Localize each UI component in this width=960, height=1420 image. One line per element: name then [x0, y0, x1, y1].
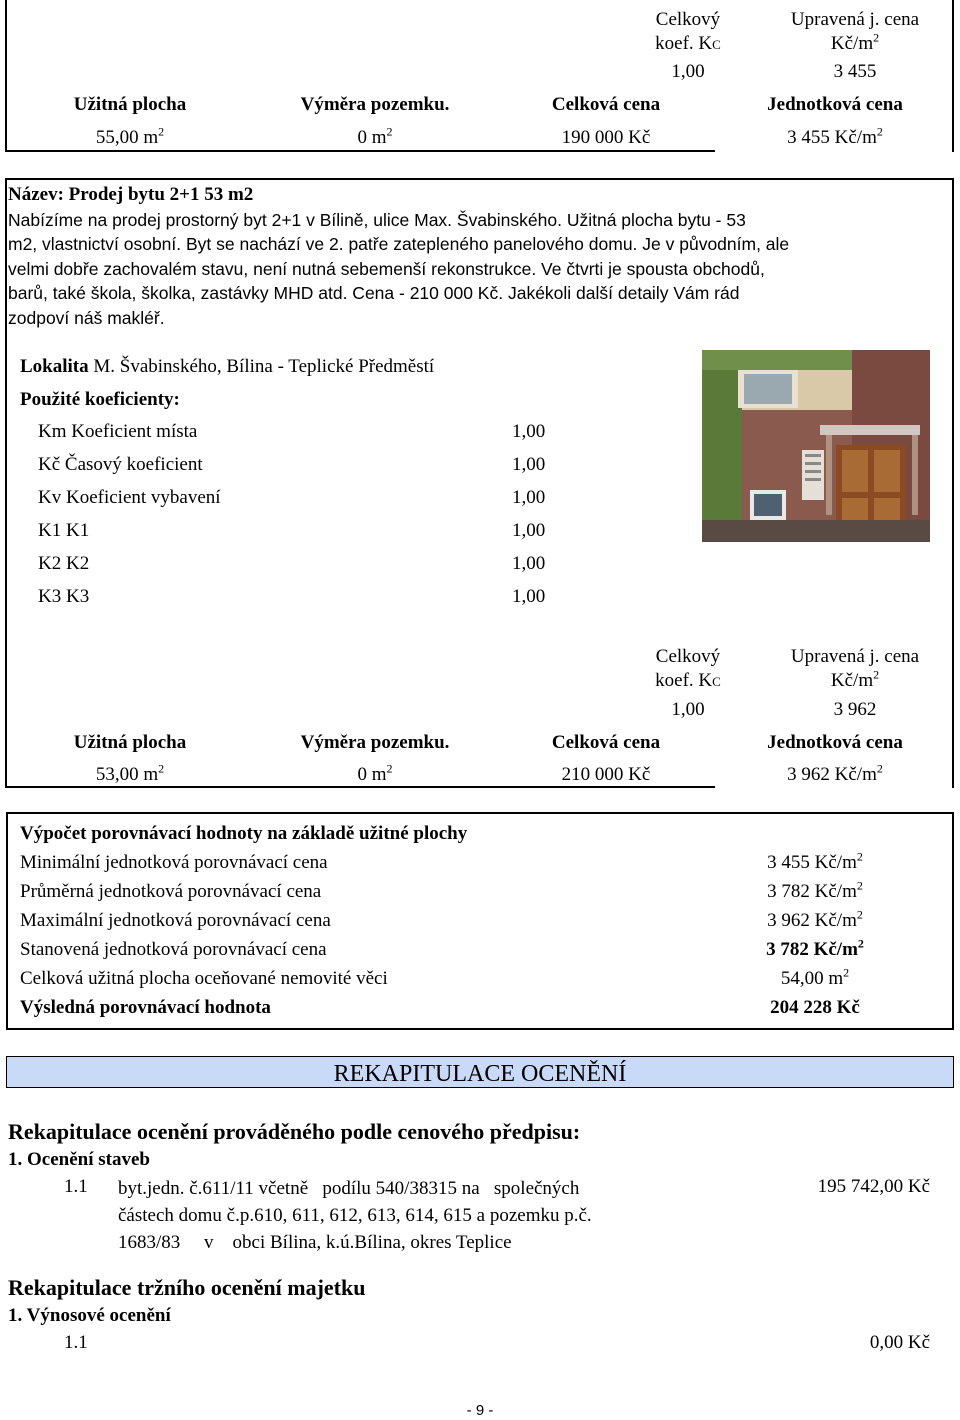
total-coef-header: Celkový koef. KC [655, 9, 721, 54]
col-header-total-price: Celková cena [551, 94, 661, 115]
recap-item-desc: byt.jedn. č.611/11 včetně podílu 540/38315 na společných částech domu č.p.610, 611, 612, 613, 614, 615 a pozemku p.č. 1683/83 v obci Bílina, k.ú.Bílina, okres Teplice [118, 1178, 592, 1253]
desc-line: barů, také škola, školka, zastávky MHD atd. Cena - 210 000 Kč. Jakékoli další detaily Vám rád [8, 283, 740, 303]
land-value: 0 $m^2$ [357, 124, 393, 148]
col-header-land-2: Výměra pozemku. [300, 732, 450, 753]
coef-row: Km Koeficient místa 1,00 [38, 421, 546, 442]
property-photo [702, 350, 930, 542]
coef-row: K1 K1 1,00 [38, 520, 546, 541]
adjusted-price-value: 3 455 [833, 61, 877, 82]
comparison-row: Stanovená jednotková porovnávací cena 3 782 $Kč/m^2$ [20, 936, 864, 960]
col-header-unit-price-2: Jednotková cena [767, 732, 903, 753]
col-header-area: Užitná plocha [73, 94, 187, 115]
unit-price-value: 3 455 $Kč/m^2$ [787, 124, 883, 148]
desc-line: m2, vlastnictví osobní. Byt se nachází ve 2. patře zatepleného panelového domu. Je v původním, ale [8, 234, 790, 254]
page-number: - 9 - [466, 1402, 494, 1419]
adjusted-price-header: Upravená j. cena $Kč/m^2$ [790, 9, 920, 54]
recap-subheading-1: 1. Ocenění staveb [8, 1149, 150, 1170]
listing-name: Název: Prodej bytu 2+1 53 m2 [8, 184, 254, 205]
recap-subheading-2: 1. Výnosové ocenění [8, 1305, 171, 1326]
area-value-2: 53,00 $m^2$ [95, 761, 165, 785]
location: Lokalita M. Švabinského, Bílina - Teplické Předměstí [20, 356, 435, 377]
col-header-unit-price: Jednotková cena [767, 94, 903, 115]
frame-left-1 [5, 0, 7, 152]
coefficients-title: Použité koeficienty: [20, 389, 180, 410]
comparison-row: Maximální jednotková porovnávací cena 3 962 $Kč/m^2$ [20, 907, 863, 931]
coef-row: K3 K3 1,00 [38, 586, 546, 607]
listing-description [8, 183, 952, 330]
coef-row: Kv Koeficient vybavení 1,00 [38, 487, 546, 508]
frame-right-2 [952, 178, 954, 788]
adjusted-price-header-2: Upravená j. cena $Kč/m^2$ [790, 646, 920, 691]
desc-line: zodpoví náš makléř. [8, 307, 165, 328]
land-value-2: 0 $m^2$ [357, 761, 393, 785]
desc-line: Nabízíme na prodej prostorný byt 2+1 v Bílině, ulice Max. Švabinského. Užitná plocha bytu - 53 [8, 209, 746, 230]
total-price-value-2: 210 000 Kč [561, 764, 651, 785]
adjusted-price-value-2: 3 962 [833, 699, 877, 720]
recap-item2-value: 0,00 Kč [869, 1332, 930, 1353]
comparison-rows [20, 851, 920, 1025]
recap-heading-1: Rekapitulace ocenění prováděného podle cenového předpisu: [8, 1119, 581, 1144]
comparison-row: Minimální jednotková porovnávací cena 3 455 $Kč/m^2$ [20, 849, 863, 873]
frame-right-1 [952, 0, 954, 152]
recap-item2-num: 1.1 [64, 1332, 88, 1353]
comparison-row: Výsledná porovnávací hodnota 204 228 Kč [20, 997, 860, 1018]
coef-row: K2 K2 1,00 [38, 553, 546, 574]
frame-bottom-1 [5, 150, 715, 152]
col-header-area-2: Užitná plocha [73, 732, 187, 753]
total-coef-value-2: 1,00 [671, 699, 705, 720]
recap-heading-2: Rekapitulace tržního ocenění majetku [8, 1275, 366, 1300]
col-header-land: Výměra pozemku. [300, 94, 450, 115]
recap-item-value: 195 742,00 Kč [817, 1176, 930, 1197]
comparison-title: Výpočet porovnávací hodnoty na základě užitné plochy [20, 823, 468, 844]
coefficients-list [38, 420, 558, 618]
recap-banner-title: REKAPITULACE OCENĚNÍ [333, 1061, 627, 1087]
comparison-row: Celková užitná plocha oceňované nemovité věci 54,00 $m^2$ [20, 965, 850, 989]
comparison-row: Průměrná jednotková porovnávací cena 3 782 $Kč/m^2$ [20, 878, 863, 902]
total-coef-header-2: Celkový koef. KC [655, 646, 721, 691]
area-value: 55,00 $m^2$ [95, 124, 165, 148]
desc-line: velmi dobře zachovalém stavu, není nutná sebemenší rekonstrukce. Ve čtvrti je spousta obchodů, [8, 258, 765, 279]
coef-row: Kč Časový koeficient 1,00 [38, 454, 546, 475]
unit-price-value-2: 3 962 $Kč/m^2$ [787, 761, 883, 785]
col-header-total-price-2: Celková cena [551, 732, 661, 753]
total-price-value: 190 000 Kč [561, 127, 651, 148]
frame-top-2 [5, 178, 954, 180]
total-coef-value: 1,00 [671, 61, 705, 82]
recap-item-num: 1.1 [64, 1176, 88, 1197]
frame-left-2 [5, 178, 7, 788]
